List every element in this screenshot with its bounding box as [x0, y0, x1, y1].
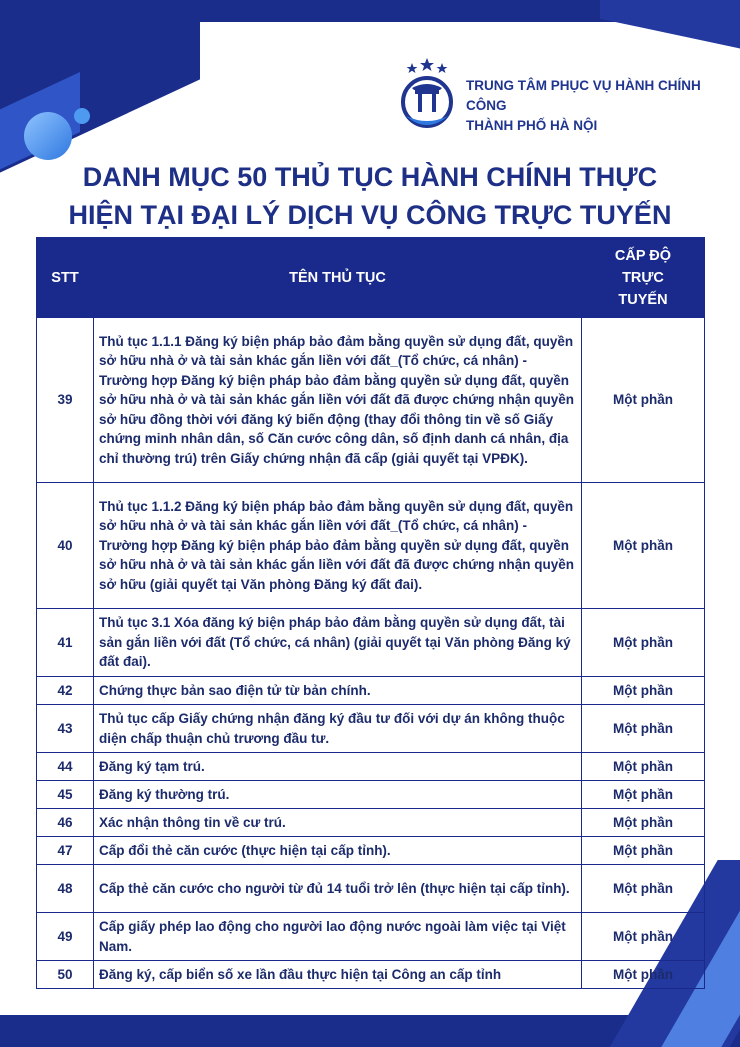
procedures-table-container: [36, 237, 704, 989]
row-stt: 50: [37, 961, 94, 989]
decor-circle-large: [24, 112, 72, 160]
org-name-line2: THÀNH PHỐ HÀ NỘI: [466, 118, 598, 133]
page-title-line1: DANH MỤC 50 THỦ TỤC HÀNH CHÍNH THỰC: [82, 162, 658, 192]
row-stt: 39: [37, 318, 94, 483]
row-online-level: Một phần: [582, 609, 705, 677]
row-online-level: Một phần: [582, 483, 705, 609]
org-logo-icon: [396, 58, 458, 134]
row-procedure-name: Cấp giấy phép lao động cho người lao động nước ngoài làm việc tại Việt Nam.: [94, 913, 582, 961]
row-procedure-name: Thủ tục 1.1.1 Đăng ký biện pháp bảo đảm bằng quyền sử dụng đất, quyền sở hữu nhà ở và tài sản khác gắn liền với đất_(Tổ chức, cá nhân) - Trường hợp Đăng ký biện pháp bảo đảm bằng quyền sử dụng đất, quyền sở hữu nhà ở và tài sản khác gắn liền với đất đã được chứng nhận quyền sở hữu đồng thời với đăng ký biến động (thay đổi thông tin về số Giấy chứng minh nhân dân, số Căn cước công dân, số định danh cá nhân, địa chỉ thường trú) trên Giấy chứng nhận đã cấp (giải quyết tại VPĐK).: [94, 318, 582, 483]
table-row: [37, 837, 705, 865]
page-title-line2: HIỆN TẠI ĐẠI LÝ DỊCH VỤ CÔNG TRỰC TUYẾN: [68, 200, 672, 230]
table-row: [37, 753, 705, 781]
org-logo: [396, 58, 458, 134]
org-name-line1: TRUNG TÂM PHỤC VỤ HÀNH CHÍNH CÔNG: [466, 78, 701, 113]
header-stt: STT: [37, 238, 94, 318]
row-procedure-name: Chứng thực bản sao điện tử từ bản chính.: [94, 677, 582, 705]
row-procedure-name: Cấp thẻ căn cước cho người từ đủ 14 tuổi trở lên (thực hiện tại cấp tỉnh).: [94, 865, 582, 913]
row-stt: 49: [37, 913, 94, 961]
table-row: [37, 865, 705, 913]
table-row: [37, 705, 705, 753]
row-online-level: Một phần: [582, 913, 705, 961]
table-row: [37, 961, 705, 989]
row-online-level: Một phần: [582, 705, 705, 753]
row-online-level: Một phần: [582, 677, 705, 705]
header-procedure-name: TÊN THỦ TỤC: [94, 238, 582, 318]
row-procedure-name: Xác nhận thông tin về cư trú.: [94, 809, 582, 837]
row-procedure-name: Đăng ký thường trú.: [94, 781, 582, 809]
row-stt: 40: [37, 483, 94, 609]
row-procedure-name: Thủ tục 3.1 Xóa đăng ký biện pháp bảo đảm bằng quyền sử dụng đất, tài sản gắn liền với đất (Tổ chức, cá nhân) (giải quyết tại Văn phòng Đăng ký đất đai).: [94, 609, 582, 677]
row-stt: 45: [37, 781, 94, 809]
row-stt: 44: [37, 753, 94, 781]
row-procedure-name: Đăng ký, cấp biển số xe lần đầu thực hiện tại Công an cấp tỉnh: [94, 961, 582, 989]
row-stt: 48: [37, 865, 94, 913]
table-row: [37, 318, 705, 483]
page-title: [0, 158, 740, 234]
row-online-level: Một phần: [582, 865, 705, 913]
table-row: [37, 781, 705, 809]
row-procedure-name: Cấp đổi thẻ căn cước (thực hiện tại cấp tỉnh).: [94, 837, 582, 865]
row-online-level: Một phần: [582, 837, 705, 865]
row-procedure-name: Thủ tục cấp Giấy chứng nhận đăng ký đầu tư đối với dự án không thuộc diện chấp thuận chủ trương đầu tư.: [94, 705, 582, 753]
table-row: [37, 483, 705, 609]
org-name: [466, 76, 740, 136]
table-row: [37, 677, 705, 705]
row-online-level: Một phần: [582, 961, 705, 989]
procedures-table: [36, 237, 705, 989]
row-stt: 41: [37, 609, 94, 677]
row-procedure-name: Thủ tục 1.1.2 Đăng ký biện pháp bảo đảm bằng quyền sử dụng đất, quyền sở hữu nhà ở và tài sản khác gắn liền với đất_(Tổ chức, cá nhân) - Trường hợp Đăng ký biện pháp bảo đảm bằng quyền sử dụng đất, quyền sở hữu nhà ở và tài sản khác gắn liền với đất đã được chứng nhận quyền sở hữu (giải quyết tại Văn phòng Đăng ký đất đai).: [94, 483, 582, 609]
row-stt: 43: [37, 705, 94, 753]
table-header-row: [37, 238, 705, 318]
table-row: [37, 913, 705, 961]
table-row: [37, 609, 705, 677]
decor-circle-small: [74, 108, 90, 124]
top-right-decor-shape: [600, 0, 740, 61]
table-row: [37, 809, 705, 837]
row-stt: 47: [37, 837, 94, 865]
row-online-level: Một phần: [582, 318, 705, 483]
header-online-level: CẤP ĐỘ TRỰC TUYẾN: [582, 238, 705, 318]
row-online-level: Một phần: [582, 753, 705, 781]
row-procedure-name: Đăng ký tạm trú.: [94, 753, 582, 781]
table-body: [37, 318, 705, 989]
row-online-level: Một phần: [582, 809, 705, 837]
row-stt: 42: [37, 677, 94, 705]
row-stt: 46: [37, 809, 94, 837]
row-online-level: Một phần: [582, 781, 705, 809]
